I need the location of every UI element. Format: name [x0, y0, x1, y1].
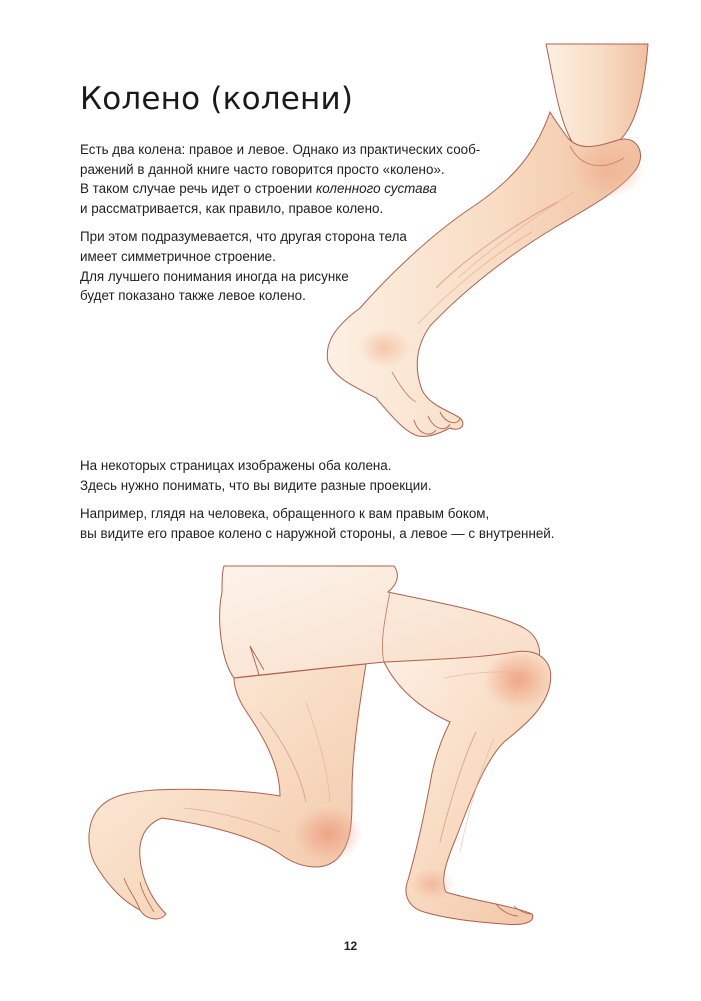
text-line: На некоторых страницах изображены оба колена. [80, 458, 392, 473]
page-title: Колено (колени) [80, 81, 354, 117]
text-line: Есть два колена: правое и левое. Однако из практических сооб- [80, 142, 481, 157]
text-line: имеет симметричное строение. [80, 248, 276, 264]
text-line: Например, глядя на человека, обращенного к вам правым боком, [80, 506, 490, 522]
text-fragment: В таком случае речь идет о строении [80, 181, 316, 197]
projection-text-block [80, 456, 560, 552]
text-line: При этом подразумевается, что другая сторона тела [80, 229, 407, 245]
text-line: будет показано также левое колено. [80, 288, 306, 304]
projection-paragraph-1 [80, 456, 560, 495]
bent-leg-illustration [315, 42, 660, 442]
text-line: Для лучшего понимания иногда на рисунке [80, 268, 349, 284]
text-line: Здесь нужно понимать, что вы видите разные проекции. [80, 477, 432, 493]
emphasized-term: коленного сустава [315, 181, 437, 197]
text-line: и рассматривается, как правило, правое колено. [80, 200, 384, 216]
page-number: 12 [343, 939, 358, 953]
text-line: ражений в данной книге часто говорится просто «колено». [80, 161, 445, 177]
left-leg [89, 664, 366, 919]
projection-paragraph-2 [80, 504, 560, 543]
text-line: вы видите его правое колено с наружной стороны, а левое — с внутренней. [80, 525, 555, 541]
kneeling-legs-illustration [84, 562, 564, 932]
